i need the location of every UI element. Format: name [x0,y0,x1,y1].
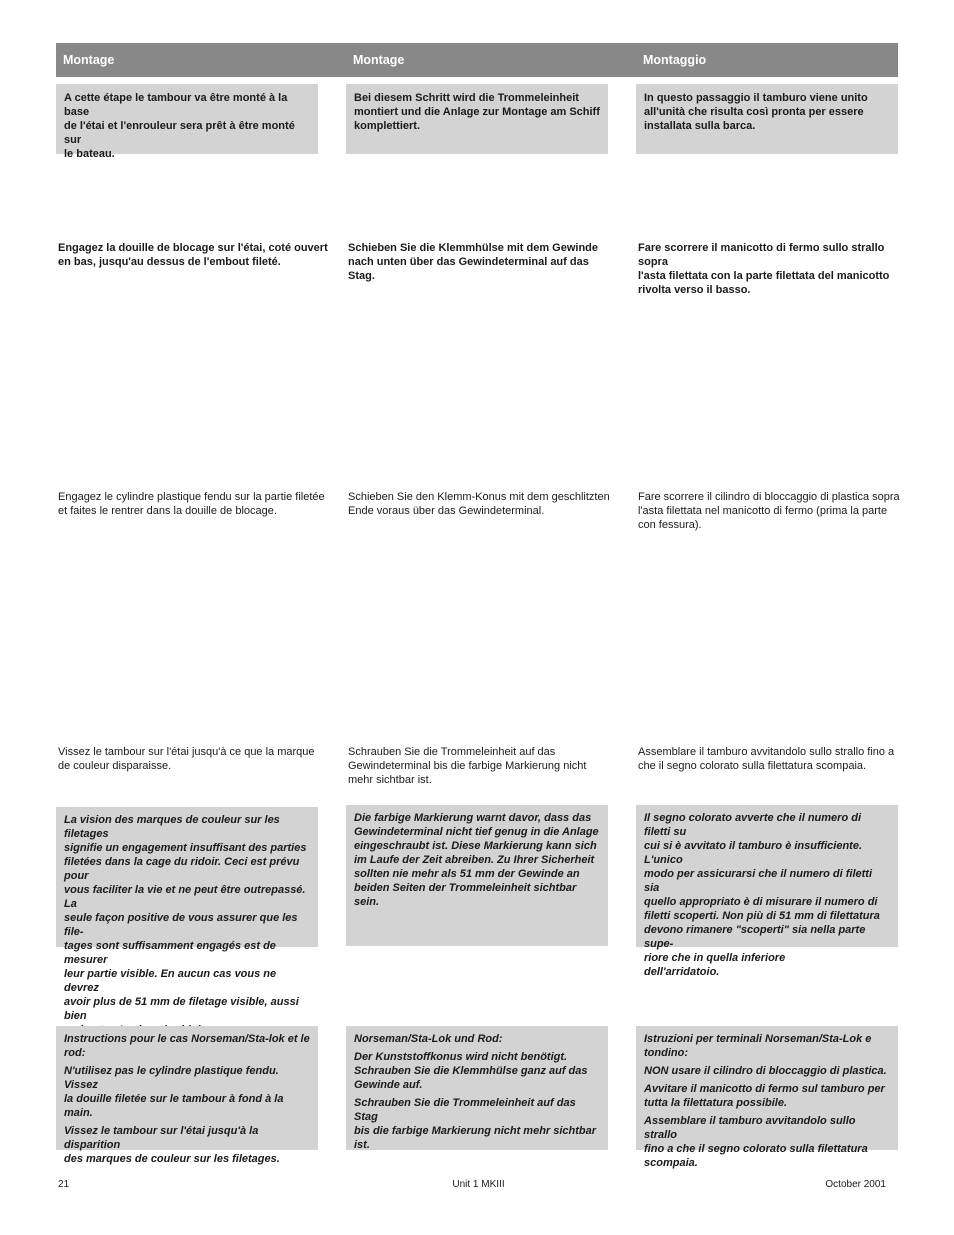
page-number: 21 [58,1179,70,1190]
warning-box-french [56,807,318,1022]
norseman-title-french: Instructions pour le cas Norseman/Sta-lok et le rod: [64,1033,310,1059]
norseman-text-german: Schrauben Sie die Trommeleinheit auf das Stag bis die farbige Markierung nicht mehr sichtbar ist. [354,1097,597,1151]
step3-text-german: Schrauben Sie die Trommeleinheit auf das Gewindeterminal bis die farbige Markierung nicht mehr sichtbar ist. [348,746,587,786]
step3-text-italian: Assemblare il tamburo avvitandolo sullo strallo fino a che il segno colorato sulla filettatura scompaia. [638,746,895,772]
header-italian: Montaggio [636,43,898,77]
footer-unit: Unit 1 MKIII [452,1179,505,1190]
norseman-text-french: N'utilisez pas le cylindre plastique fendu. Vissez la douille filetée sur le tambour à fond à la main. [64,1065,284,1119]
step1-text-german: Schieben Sie die Klemmhülse mit dem Gewinde nach unten über das Gewindeterminal auf das Stag. [348,242,599,282]
norseman-text-italian: Assemblare il tamburo avvitandolo sullo strallo fino a che il segno colorato sulla filettatura scompaia. [644,1115,868,1169]
footer-date: October 2001 [825,1179,886,1190]
header-german: Montage [346,43,608,77]
norseman-box-french [56,1026,318,1165]
norseman-text-french: Vissez le tambour sur l'étai jusqu'à la disparition des marques de couleur sur les filetages. [64,1125,280,1165]
intro-box-italian [636,84,898,154]
step3-text-french: Vissez le tambour sur l'étai jusqu'à ce que la marque de couleur disparaisse. [58,746,315,772]
norseman-box-german [346,1026,608,1150]
intro-box-french [56,84,318,160]
norseman-text-german: Der Kunststoffkonus wird nicht benötigt. Schrauben Sie die Klemmhülse ganz auf das Gewinde auf. [354,1051,588,1091]
step1-text-italian: Fare scorrere il manicotto di fermo sullo strallo sopra l'asta filettata con la parte filettata del manicotto rivolta verso il basso. [638,242,890,296]
step2-text-french: Engagez le cylindre plastique fendu sur la partie filetée et faites le rentrer dans la douille de blocage. [58,491,325,517]
norseman-text-italian: NON usare il cilindro di bloccaggio di plastica. [644,1065,887,1077]
warning-box-german [346,805,608,946]
warning-text-italian: Il segno colorato avverte che il numero di filetti su cui si è avvitato il tamburo è insufficiente. L'unico modo per assicurarsi che il numero di filetti sia quello appropriato è di misurare il numero di filetti scoperti. Non più di 51 mm di filettatura devono rimanere "scoperti" sia nella parte supe- riore che in quella inferiore dell'arridatoio. [644,812,880,978]
header-french: Montage [56,43,318,77]
warning-text-german: Die farbige Markierung warnt davor, dass das Gewindeterminal nicht tief genug in die Anlage eingeschraubt ist. Diese Markierung kann sich im Laufe der Zeit abreiben. Zu Ihrer Sicherheit sollten nie mehr als 51 mm der Gewinde an beiden Seiten der Trommeleinheit sichtbar sein. [354,812,599,908]
intro-box-german [346,84,608,154]
norseman-box-italian [636,1026,898,1169]
intro-text-french: A cette étape le tambour va être monté à la base de l'étai et l'enrouleur sera prêt à être monté sur le bateau. [64,92,295,160]
norseman-title-italian: Istruzioni per terminali Norseman/Sta-Lok e tondino: [644,1033,872,1059]
step2-text-italian: Fare scorrere il cilindro di bloccaggio di plastica sopra l'asta filettata nel manicotto di fermo (prima la parte con fessura). [638,491,900,531]
norseman-text-italian: Avvitare il manicotto di fermo sul tamburo per tutta la filettatura possibile. [644,1083,885,1109]
norseman-title-german: Norseman/Sta-Lok und Rod: [354,1033,503,1045]
step2-text-german: Schieben Sie den Klemm-Konus mit dem geschlitzten Ende voraus über das Gewindeterminal. [348,491,610,517]
warning-text-french: La vision des marques de couleur sur les filetages signifie un engagement insuffisant des parties filetées dans la cage du ridoir. Ceci est prévu pour vous faciliter la vie et ne peut être outrepassé. La seule façon positive de vous assurer que les file- tages sont suffisamment engagés est de mesurer leur partie visible. En aucun cas vous ne devrez avoir plus de 51 mm de filetage visible, aussi bien [64,814,307,1022]
step1-text-french: Engagez la douille de blocage sur l'étai, coté ouvert en bas, jusqu'au dessus de l'embout fileté. [58,242,328,268]
intro-text-italian: In questo passaggio il tamburo viene unito all'unità che risulta così pronta per essere installata sulla barca. [644,92,868,132]
intro-text-german: Bei diesem Schritt wird die Trommeleinheit montiert und die Anlage zur Montage am Schiff komplettiert. [354,92,600,132]
warning-box-italian [636,805,898,978]
